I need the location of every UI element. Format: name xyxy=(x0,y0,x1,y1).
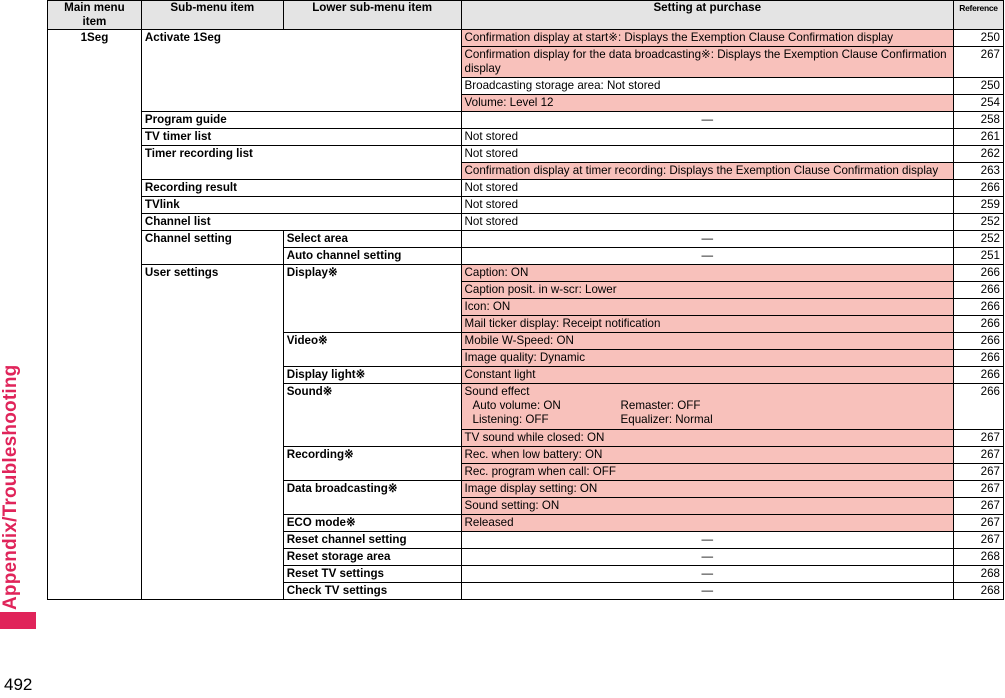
setting-cell: Image quality: Dynamic xyxy=(461,350,953,367)
reference-cell: 267 xyxy=(953,464,1003,481)
setting-cell: Constant light xyxy=(461,367,953,384)
lower-sub-menu-item: Auto channel setting xyxy=(283,248,461,265)
header-main-menu: Main menu item xyxy=(48,1,142,30)
table-row xyxy=(48,146,1004,163)
setting-cell: Confirmation display at start※: Displays the Exemption Clause Confirmation display xyxy=(461,30,953,47)
reference-cell: 267 xyxy=(953,498,1003,515)
remaster-value: Remaster: OFF xyxy=(620,399,701,412)
reference-cell: 266 xyxy=(953,299,1003,316)
reference-cell: 267 xyxy=(953,430,1003,447)
section-title: Appendix/Troubleshooting xyxy=(0,364,21,610)
sub-menu-item: Timer recording list xyxy=(141,146,461,180)
table-row xyxy=(48,30,1004,47)
header-reference: Reference xyxy=(953,1,1003,30)
setting-cell: Rec. program when call: OFF xyxy=(461,464,953,481)
settings-table xyxy=(47,0,1004,600)
reference-cell: 268 xyxy=(953,549,1003,566)
reference-cell: 251 xyxy=(953,248,1003,265)
sub-menu-item: User settings xyxy=(141,265,283,600)
reference-cell: 267 xyxy=(953,447,1003,464)
listening-value: Listening: OFF xyxy=(472,413,549,426)
setting-cell: Mobile W-Speed: ON xyxy=(461,333,953,350)
lower-sub-menu-item: ECO mode※ xyxy=(283,515,461,532)
table-row xyxy=(48,214,1004,231)
table-row xyxy=(48,180,1004,197)
sub-menu-item: Activate 1Seg xyxy=(141,30,461,112)
lower-sub-menu-item: Reset TV settings xyxy=(283,566,461,583)
setting-cell: Released xyxy=(461,515,953,532)
reference-cell: 266 xyxy=(953,282,1003,299)
setting-cell: TV sound while closed: ON xyxy=(461,430,953,447)
sub-menu-item: Channel setting xyxy=(141,231,283,265)
setting-cell: — xyxy=(461,583,953,600)
reference-cell: 266 xyxy=(953,333,1003,350)
table-row xyxy=(48,197,1004,214)
reference-cell: 267 xyxy=(953,532,1003,549)
lower-sub-menu-item: Reset channel setting xyxy=(283,532,461,549)
reference-cell: 266 xyxy=(953,316,1003,333)
setting-cell: Not stored xyxy=(461,180,953,197)
section-marker xyxy=(0,612,36,629)
setting-cell: Confirmation display at timer recording: Displays the Exemption Clause Confirmation display xyxy=(461,163,953,180)
sub-menu-item: Channel list xyxy=(141,214,461,231)
table-row xyxy=(48,112,1004,129)
sound-effect-grid xyxy=(465,399,950,427)
reference-cell: 267 xyxy=(953,47,1003,78)
reference-cell: 267 xyxy=(953,481,1003,498)
setting-cell: — xyxy=(461,549,953,566)
header-sub-menu: Sub-menu item xyxy=(141,1,283,30)
header-lower-sub-menu: Lower sub-menu item xyxy=(283,1,461,30)
reference-cell: 262 xyxy=(953,146,1003,163)
setting-cell: Not stored xyxy=(461,129,953,146)
setting-cell: Image display setting: ON xyxy=(461,481,953,498)
reference-cell: 268 xyxy=(953,583,1003,600)
setting-cell: — xyxy=(461,112,953,129)
table-row xyxy=(48,265,1004,282)
setting-cell: Rec. when low battery: ON xyxy=(461,447,953,464)
setting-cell: Not stored xyxy=(461,146,953,163)
lower-sub-menu-item: Display light※ xyxy=(283,367,461,384)
sound-effect-title: Sound effect xyxy=(464,385,530,398)
reference-cell: 267 xyxy=(953,515,1003,532)
side-tab xyxy=(0,0,36,630)
setting-cell: Not stored xyxy=(461,197,953,214)
setting-cell: Volume: Level 12 xyxy=(461,95,953,112)
setting-cell: Icon: ON xyxy=(461,299,953,316)
lower-sub-menu-item: Display※ xyxy=(283,265,461,333)
reference-cell: 268 xyxy=(953,566,1003,583)
sub-menu-item: TV timer list xyxy=(141,129,461,146)
sound-effect-cell xyxy=(461,384,953,430)
setting-cell: Broadcasting storage area: Not stored xyxy=(461,78,953,95)
table-row xyxy=(48,129,1004,146)
setting-cell: Caption posit. in w-scr: Lower xyxy=(461,282,953,299)
reference-cell: 252 xyxy=(953,214,1003,231)
reference-cell: 250 xyxy=(953,30,1003,47)
setting-cell: — xyxy=(461,532,953,549)
equalizer-value: Equalizer: Normal xyxy=(620,413,713,426)
main-menu-item: 1Seg xyxy=(48,30,142,600)
reference-cell: 261 xyxy=(953,129,1003,146)
lower-sub-menu-item: Data broadcasting※ xyxy=(283,481,461,515)
reference-cell: 252 xyxy=(953,231,1003,248)
setting-cell: — xyxy=(461,566,953,583)
header-setting: Setting at purchase xyxy=(461,1,953,30)
header-row xyxy=(48,1,1004,30)
sub-menu-item: TVlink xyxy=(141,197,461,214)
reference-cell: 258 xyxy=(953,112,1003,129)
reference-cell: 250 xyxy=(953,78,1003,95)
lower-sub-menu-item: Sound※ xyxy=(283,384,461,447)
setting-cell: Confirmation display for the data broadcasting※: Displays the Exemption Clause Confirmation display xyxy=(461,47,953,78)
reference-cell: 259 xyxy=(953,197,1003,214)
reference-cell: 266 xyxy=(953,384,1003,430)
reference-cell: 254 xyxy=(953,95,1003,112)
reference-cell: 266 xyxy=(953,265,1003,282)
lower-sub-menu-item: Reset storage area xyxy=(283,549,461,566)
reference-cell: 266 xyxy=(953,350,1003,367)
page-number: 492 xyxy=(4,675,33,694)
setting-cell: Not stored xyxy=(461,214,953,231)
reference-cell: 266 xyxy=(953,180,1003,197)
lower-sub-menu-item: Check TV settings xyxy=(283,583,461,600)
sub-menu-item: Recording result xyxy=(141,180,461,197)
table-row xyxy=(48,231,1004,248)
lower-sub-menu-item: Select area xyxy=(283,231,461,248)
setting-cell: Mail ticker display: Receipt notification xyxy=(461,316,953,333)
setting-cell: Caption: ON xyxy=(461,265,953,282)
setting-cell: Sound setting: ON xyxy=(461,498,953,515)
lower-sub-menu-item: Recording※ xyxy=(283,447,461,481)
reference-cell: 263 xyxy=(953,163,1003,180)
lower-sub-menu-item: Video※ xyxy=(283,333,461,367)
setting-cell: — xyxy=(461,231,953,248)
auto-volume-value: Auto volume: ON xyxy=(472,399,561,412)
reference-cell: 266 xyxy=(953,367,1003,384)
sub-menu-item: Program guide xyxy=(141,112,461,129)
setting-cell: — xyxy=(461,248,953,265)
